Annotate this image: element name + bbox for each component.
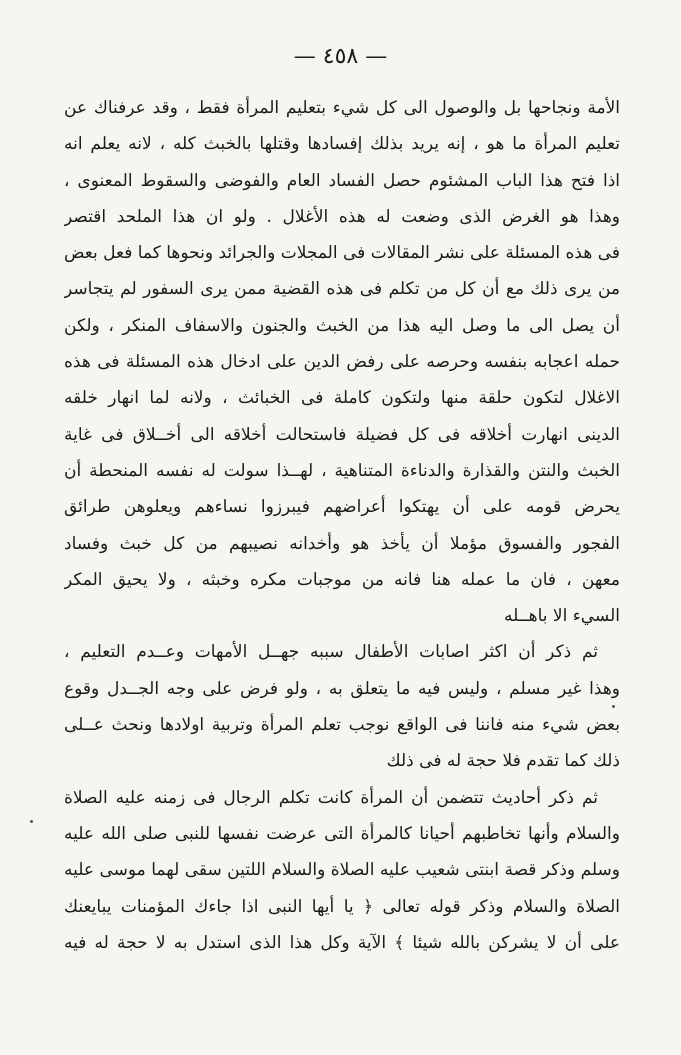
text-line: الفجور والفسوق مؤملا أن يأخذ هو وأخدانه نصيبهم من كل خبث وفساد bbox=[64, 533, 620, 554]
body-text bbox=[64, 90, 620, 961]
text-line: الاغلال لتكون حلقة منها ولتكون كاملة فى الخبائث ، ولانه لما انهار خلقه bbox=[64, 388, 620, 409]
text-line: يحرض قومه على أن يهتكوا أعراضهم فيبرزوا نساءهم ويعلوهن طرائق bbox=[64, 497, 620, 518]
text-line: أن يصل الى ما وصل اليه هذا من الخبث والجنون والاسفاف المنكر ، ولكن bbox=[64, 315, 620, 336]
text-line: وسلم وذكر قصة ابنتى شعيب عليه الصلاة والسلام اللتين سقى لهما موسى عليه bbox=[64, 860, 620, 881]
text-line: السيء الا باهــله bbox=[503, 606, 620, 627]
text-line: ثم ذكر أن اكثر اصابات الأطفال سببه جهــل الأمهات وعــدم التعليم ، bbox=[64, 642, 598, 663]
text-line: الأمة ونجاحها بل والوصول الى كل شيء بتعليم المرأة فقط ، وقد عرفناك عن bbox=[64, 98, 620, 118]
text-line: معهن ، فان ما عمله هنا فانه من موجبات مكره وخبثه ، ولا يحيق المكر bbox=[64, 569, 620, 590]
text-line: فى هذه المسئلة على نشر المقالات فى المجلات والجرائد ونحوها كما فعل بعض bbox=[64, 243, 620, 264]
text-line: حمله اعجابه بنفسه وحرصه على رفض الدين على ادخال هذه المسئلة فى هذه bbox=[64, 352, 620, 373]
page-number: — ٤٥٨ — bbox=[293, 44, 388, 69]
text-line: ثم ذكر أحاديث تتضمن أن المرأة كانت تكلم الرجال فى زمنه عليه الصلاة bbox=[64, 787, 598, 808]
text-line: بعض شيء منه فاننا فى الواقع نوجب تعلم المرأة وتربية اولادها ونحث عــلى bbox=[64, 715, 620, 736]
scan-speck bbox=[30, 820, 33, 823]
text-line: اذا فتح هذا الباب المشئوم حصل الفساد العام والفوضى والسقوط المعنوى ، bbox=[64, 170, 620, 191]
text-line: وهذا هو الغرض الذى وضعت له هذه الأغلال . ولو ان هذا الملحد اقتصر bbox=[64, 206, 620, 227]
text-line: الصلاة والسلام وذكر قوله تعالى ﴿ يا أيها النبى اذا جاءك المؤمنات يبايعنك bbox=[64, 896, 620, 917]
text-line: من يرى ذلك مع أن كل من تكلم فى هذه القضية ممن يرى السفور لم يتجاسر bbox=[64, 279, 620, 300]
text-line: تعليم المرأة ما هو ، إنه يريد بذلك إفسادها وقتلها بالخبث كله ، لانه يعلم انه bbox=[64, 134, 620, 155]
text-line: الدينى انهارت أخلاقه فى كل فضيلة فاستحالت أخلاقه الى أخــلاق فى غاية bbox=[64, 424, 620, 445]
text-line: على أن لا يشركن بالله شيئا ﴾ الآية وكل هذا الذى استدل به لا حجة له فيه bbox=[64, 932, 620, 953]
text-line: الخبث والنتن والقذارة والدناءة المتناهية ، لهــذا سولت له نفسه المنحطة أن bbox=[64, 460, 620, 481]
text-line: ذلك كما تقدم فلا حجة له فى ذلك bbox=[386, 751, 620, 772]
text-line: وهذا غير مسلم ، وليس فيه ما يتعلق به ، ولو فرض على وجه الجــدل وقوع bbox=[64, 678, 620, 699]
scan-speck bbox=[612, 705, 615, 708]
text-line: والسلام وأنها تخاطبهم أحيانا كالمرأة التى عرضت نفسها للنبى صلى الله عليه bbox=[64, 823, 620, 844]
